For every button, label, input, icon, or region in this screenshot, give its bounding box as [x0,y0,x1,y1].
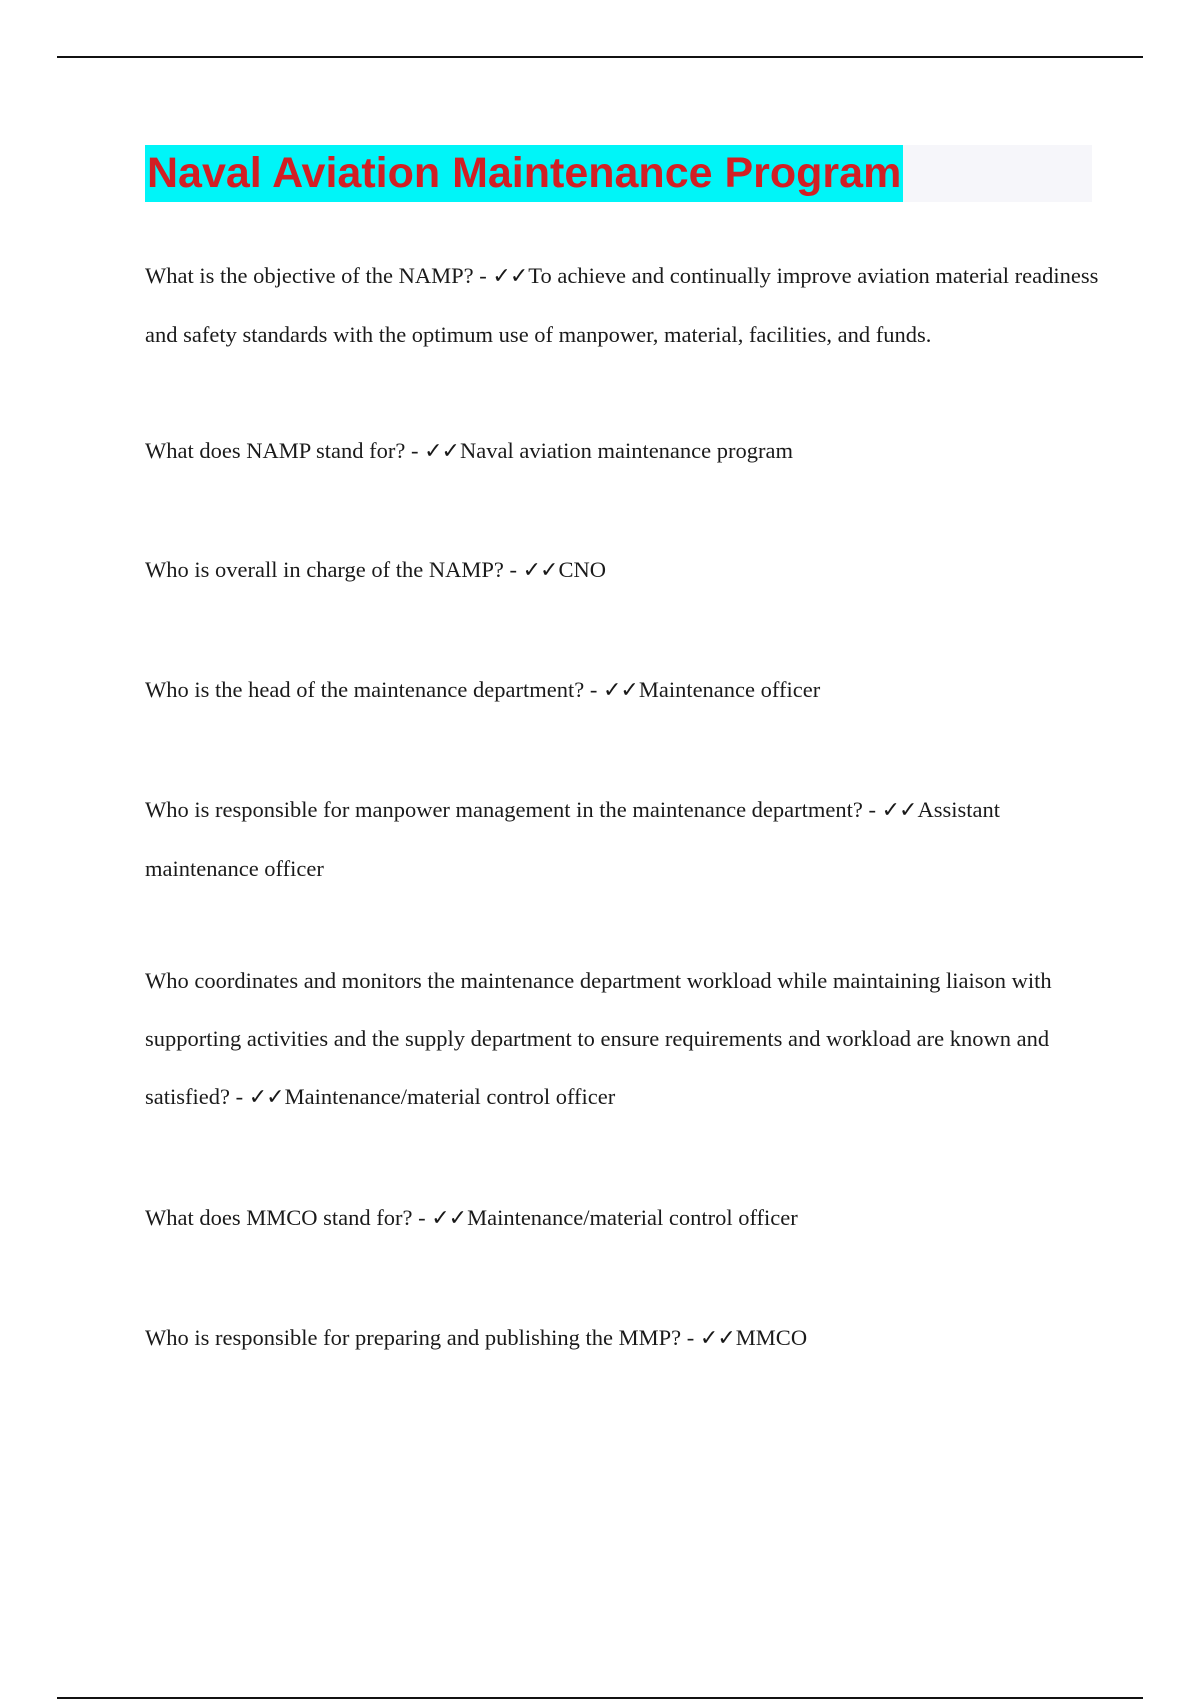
document-title: Naval Aviation Maintenance Program [145,145,903,202]
header-rule [57,56,1143,58]
double-check-icon: ✓✓ [699,1326,735,1351]
question-text: What does NAMP stand for? [145,438,406,463]
qa-item [145,541,1100,600]
double-check-icon: ✓✓ [602,678,638,703]
answer-text: Naval aviation maintenance program [460,438,793,463]
question-text: Who is responsible for manpower management in the maintenance department? [145,797,863,822]
qa-item [145,952,1100,1127]
question-text: What is the objective of the NAMP? [145,263,474,288]
qa-separator: - [503,557,523,582]
qa-separator: - [405,438,425,463]
double-check-icon: ✓✓ [492,264,528,289]
qa-item [145,247,1100,364]
question-text: Who coordinates and monitors the maintenance department workload while maintaining liaison with supporting activities and the supply department to ensure requirements and workload are known and satisfied? [145,968,1052,1109]
qa-separator: - [584,677,603,702]
answer-text: Assistant maintenance officer [145,797,1001,881]
answer-text: MMCO [735,1325,808,1350]
double-check-icon: ✓✓ [431,1206,467,1231]
double-check-icon: ✓✓ [248,1085,284,1110]
qa-separator: - [412,1205,432,1230]
qa-item [145,1189,1100,1248]
footer-rule [57,1697,1143,1699]
question-text: Who is responsible for preparing and publishing the MMP? [145,1325,682,1350]
qa-separator: - [229,1084,249,1109]
answer-text: CNO [558,557,607,582]
double-check-icon: ✓✓ [424,439,459,464]
qa-item [145,661,1100,720]
double-check-icon: ✓✓ [522,558,558,583]
question-text: Who is overall in charge of the NAMP? [145,557,504,582]
answer-text: Maintenance/material control officer [467,1205,798,1230]
qa-item [145,1309,1100,1368]
qa-separator: - [862,797,882,822]
qa-separator: - [681,1325,700,1350]
answer-text: To achieve and continually improve aviation material readiness and safety standards with the optimum use of manpower, material, facilities, and funds. [145,263,1099,347]
qa-item [145,781,1100,898]
answer-text: Maintenance/material control officer [284,1084,616,1109]
question-text: Who is the head of the maintenance department? [145,677,585,702]
qa-item [145,422,1100,481]
question-text: What does MMCO stand for? [145,1205,413,1230]
qa-separator: - [473,263,493,288]
double-check-icon: ✓✓ [881,798,917,823]
answer-text: Maintenance officer [638,677,821,702]
